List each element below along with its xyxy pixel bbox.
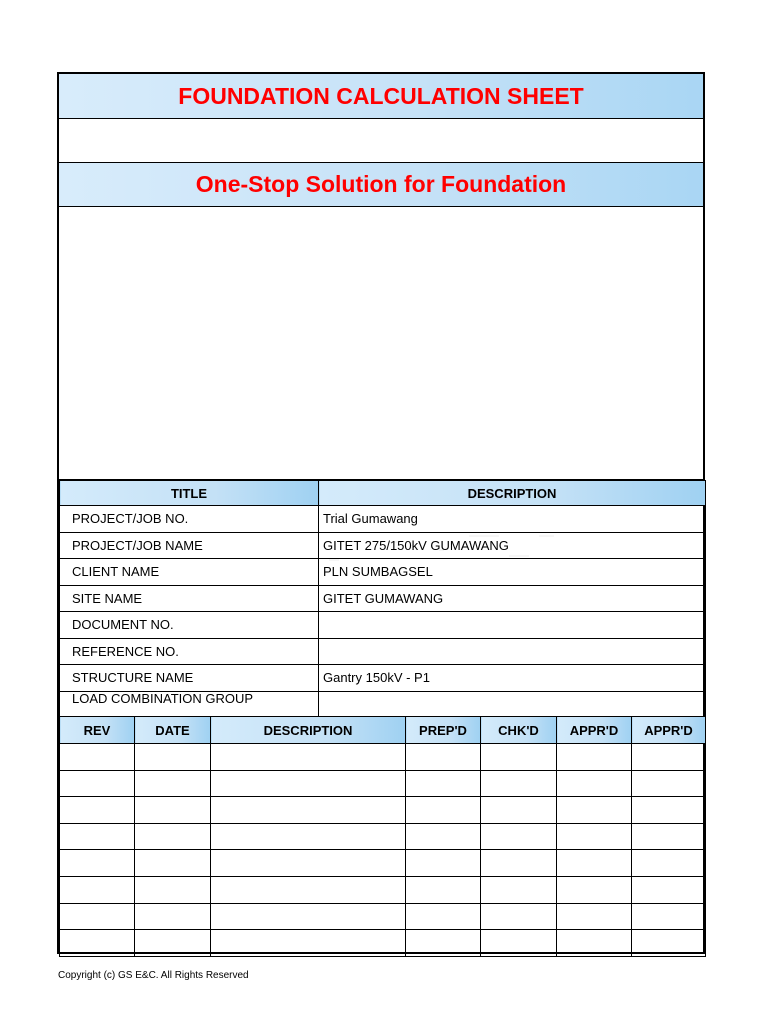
info-value: Gantry 150kV - P1	[319, 665, 706, 692]
revision-cell[interactable]	[211, 876, 406, 903]
revision-cell[interactable]	[60, 797, 135, 824]
revision-cell[interactable]	[632, 770, 706, 797]
info-value	[319, 638, 706, 665]
revision-cell[interactable]	[557, 850, 632, 877]
col-date: DATE	[135, 717, 211, 744]
info-value: PLN SUMBAGSEL	[319, 559, 706, 586]
revision-cell[interactable]	[135, 876, 211, 903]
revision-cell[interactable]	[557, 770, 632, 797]
revision-cell[interactable]	[557, 903, 632, 930]
revision-cell[interactable]	[632, 797, 706, 824]
revision-row	[60, 903, 706, 930]
revision-cell[interactable]	[632, 850, 706, 877]
revision-cell[interactable]	[481, 744, 557, 771]
revision-cell[interactable]	[557, 797, 632, 824]
revision-cell[interactable]	[211, 930, 406, 957]
revision-cell[interactable]	[557, 876, 632, 903]
col-apprd: APPR'D	[557, 717, 632, 744]
revision-cell[interactable]	[406, 770, 481, 797]
info-header-row	[60, 481, 706, 506]
revision-cell[interactable]	[481, 876, 557, 903]
sheet-subtitle: One-Stop Solution for Foundation	[195, 171, 567, 197]
revision-cell[interactable]	[406, 903, 481, 930]
col-rev: REV	[60, 717, 135, 744]
revision-cell[interactable]	[557, 823, 632, 850]
revision-row	[60, 744, 706, 771]
revision-cell[interactable]	[632, 744, 706, 771]
info-value: Trial Gumawang	[319, 506, 706, 533]
revision-cell[interactable]	[481, 930, 557, 957]
revision-cell[interactable]	[406, 930, 481, 957]
revision-cell[interactable]	[60, 903, 135, 930]
revision-cell[interactable]	[211, 797, 406, 824]
revision-row	[60, 770, 706, 797]
revision-cell[interactable]	[406, 876, 481, 903]
revision-cell[interactable]	[481, 823, 557, 850]
revision-row	[60, 823, 706, 850]
info-label: REFERENCE NO.	[60, 638, 319, 665]
revision-cell[interactable]	[135, 930, 211, 957]
revision-cell[interactable]	[60, 823, 135, 850]
revision-cell[interactable]	[60, 850, 135, 877]
revision-cell[interactable]	[60, 744, 135, 771]
revision-cell[interactable]	[135, 797, 211, 824]
col-chkd: CHK'D	[481, 717, 557, 744]
col-apprd-2: APPR'D	[632, 717, 706, 744]
image-area	[59, 207, 703, 480]
revision-cell[interactable]	[60, 930, 135, 957]
revision-cell[interactable]	[557, 930, 632, 957]
col-prepd: PREP'D	[406, 717, 481, 744]
project-info-table	[59, 480, 706, 718]
col-title: TITLE	[60, 481, 319, 506]
info-label: SITE NAME	[60, 585, 319, 612]
revision-cell[interactable]	[60, 770, 135, 797]
info-value: GITET 275/150kV GUMAWANG	[319, 532, 706, 559]
revision-cell[interactable]	[211, 823, 406, 850]
col-description: DESCRIPTION	[319, 481, 706, 506]
col-description: DESCRIPTION	[211, 717, 406, 744]
revision-cell[interactable]	[481, 850, 557, 877]
revision-cell[interactable]	[406, 850, 481, 877]
revision-cell[interactable]	[632, 930, 706, 957]
revision-cell[interactable]	[135, 903, 211, 930]
revision-cell[interactable]	[135, 823, 211, 850]
subtitle-band	[59, 163, 703, 207]
info-row-load-combination-group	[60, 691, 706, 718]
revision-cell[interactable]	[60, 876, 135, 903]
info-row-project-job-name	[60, 532, 706, 559]
revision-cell[interactable]	[211, 850, 406, 877]
info-label: STRUCTURE NAME	[60, 665, 319, 692]
info-label: PROJECT/JOB NO.	[60, 506, 319, 533]
info-row-structure-name	[60, 665, 706, 692]
revision-cell[interactable]	[211, 903, 406, 930]
info-label: PROJECT/JOB NAME	[60, 532, 319, 559]
revision-cell[interactable]	[135, 770, 211, 797]
revision-table	[59, 716, 706, 957]
info-row-reference-no	[60, 638, 706, 665]
info-row-client-name	[60, 559, 706, 586]
info-value: GITET GUMAWANG	[319, 585, 706, 612]
info-row-project-job-no	[60, 506, 706, 533]
revision-cell[interactable]	[211, 770, 406, 797]
revision-cell[interactable]	[406, 797, 481, 824]
revision-row	[60, 797, 706, 824]
revision-cell[interactable]	[135, 744, 211, 771]
title-band	[59, 74, 703, 119]
info-label: LOAD COMBINATION GROUP	[60, 691, 319, 718]
revision-row	[60, 930, 706, 957]
revision-cell[interactable]	[481, 770, 557, 797]
revision-cell[interactable]	[481, 797, 557, 824]
revision-cell[interactable]	[632, 903, 706, 930]
revision-cell[interactable]	[481, 903, 557, 930]
revision-cell[interactable]	[557, 744, 632, 771]
revision-cell[interactable]	[406, 744, 481, 771]
info-value	[319, 612, 706, 639]
info-label: DOCUMENT NO.	[60, 612, 319, 639]
revision-cell[interactable]	[406, 823, 481, 850]
revision-cell[interactable]	[632, 876, 706, 903]
info-row-document-no	[60, 612, 706, 639]
info-value	[319, 691, 706, 718]
title-blank-row	[59, 119, 703, 163]
calculation-sheet	[57, 72, 705, 954]
sheet-title: FOUNDATION CALCULATION SHEET	[178, 83, 584, 109]
revision-header-row	[60, 717, 706, 744]
revision-row	[60, 876, 706, 903]
revision-cell[interactable]	[632, 823, 706, 850]
info-row-site-name	[60, 585, 706, 612]
info-label: CLIENT NAME	[60, 559, 319, 586]
revision-cell[interactable]	[135, 850, 211, 877]
revision-row	[60, 850, 706, 877]
revision-cell[interactable]	[211, 744, 406, 771]
copyright-text: Copyright (c) GS E&C. All Rights Reserved	[58, 970, 249, 981]
